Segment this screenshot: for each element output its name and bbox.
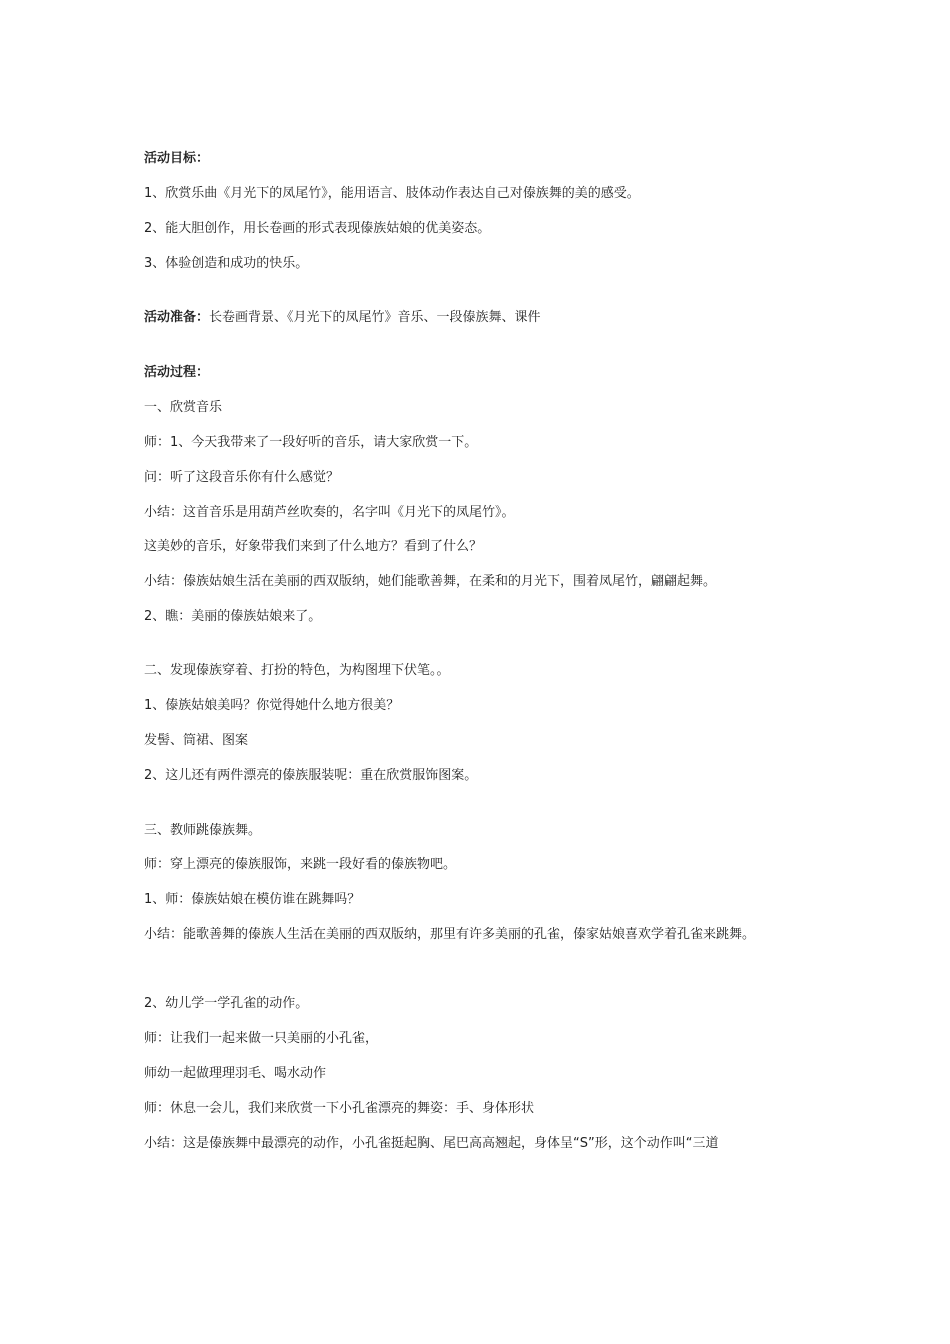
section-2-title: 二、发现傣族穿着、打扮的特色，为构图埋下伏笔。。 xyxy=(144,663,450,678)
goals-heading: 活动目标： xyxy=(144,151,210,166)
paragraph-line: 2、这儿还有两件漂亮的傣族服装呢：重在欣赏服饰图案。 xyxy=(144,768,478,783)
paragraph-line: 小结：傣族姑娘生活在美丽的西双版纳，她们能歌善舞，在柔和的月光下，围着凤尾竹，翩翩起舞。 xyxy=(144,574,717,589)
paragraph-line: 师：穿上漂亮的傣族服饰，来跳一段好看的傣族物吧。 xyxy=(144,857,457,872)
paragraph-line: 这美妙的音乐，好象带我们来到了什么地方？看到了什么？ xyxy=(144,539,483,554)
goal-item-1: 1、欣赏乐曲《月光下的凤尾竹》，能用语言、肢体动作表达自己对傣族舞的美的感受。 xyxy=(144,186,640,201)
section-3-title: 三、教师跳傣族舞。 xyxy=(144,823,262,838)
paragraph-line: 发髻、筒裙、图案 xyxy=(144,733,249,748)
paragraph-line: 师幼一起做理理羽毛、喝水动作 xyxy=(144,1066,327,1081)
paragraph-line: 问：听了这段音乐你有什么感觉？ xyxy=(144,470,340,485)
goal-item-2: 2、能大胆创作，用长卷画的形式表现傣族姑娘的优美姿态。 xyxy=(144,221,491,236)
paragraph-line: 小结：这首音乐是用葫芦丝吹奏的，名字叫《月光下的凤尾竹》。 xyxy=(144,505,515,520)
preparation-text: 长卷画背景、《月光下的凤尾竹》音乐、一段傣族舞、课件 xyxy=(209,310,541,325)
paragraph-line: 2、瞧：美丽的傣族姑娘来了。 xyxy=(144,609,322,624)
paragraph-line: 师：让我们一起来做一只美丽的小孔雀， xyxy=(144,1031,379,1046)
paragraph-line: 1、师：傣族姑娘在模仿谁在跳舞吗？ xyxy=(144,892,361,907)
paragraph-line: 师：休息一会儿，我们来欣赏一下小孔雀漂亮的舞姿：手、身体形状 xyxy=(144,1101,535,1116)
paragraph-line: 1、傣族姑娘美吗？你觉得她什么地方很美？ xyxy=(144,698,400,713)
preparation-line xyxy=(144,309,541,327)
paragraph-line: 小结：这是傣族舞中最漂亮的动作，小孔雀挺起胸、尾巴高高翘起，身体呈“S”形，这个动作叫“三道 xyxy=(144,1136,719,1151)
section-1-title: 一、欣赏音乐 xyxy=(144,400,223,415)
paragraph-line: 2、幼儿学一学孔雀的动作。 xyxy=(144,996,309,1011)
process-heading: 活动过程： xyxy=(144,365,210,380)
paragraph-line: 小结：能歌善舞的傣族人生活在美丽的西双版纳，那里有许多美丽的孔雀，傣家姑娘喜欢学着孔雀来跳舞。 xyxy=(144,927,756,942)
paragraph-line: 师：1、今天我带来了一段好听的音乐，请大家欣赏一下。 xyxy=(144,435,478,450)
preparation-label: 活动准备： xyxy=(144,310,210,325)
goal-item-3: 3、体验创造和成功的快乐。 xyxy=(144,256,309,271)
